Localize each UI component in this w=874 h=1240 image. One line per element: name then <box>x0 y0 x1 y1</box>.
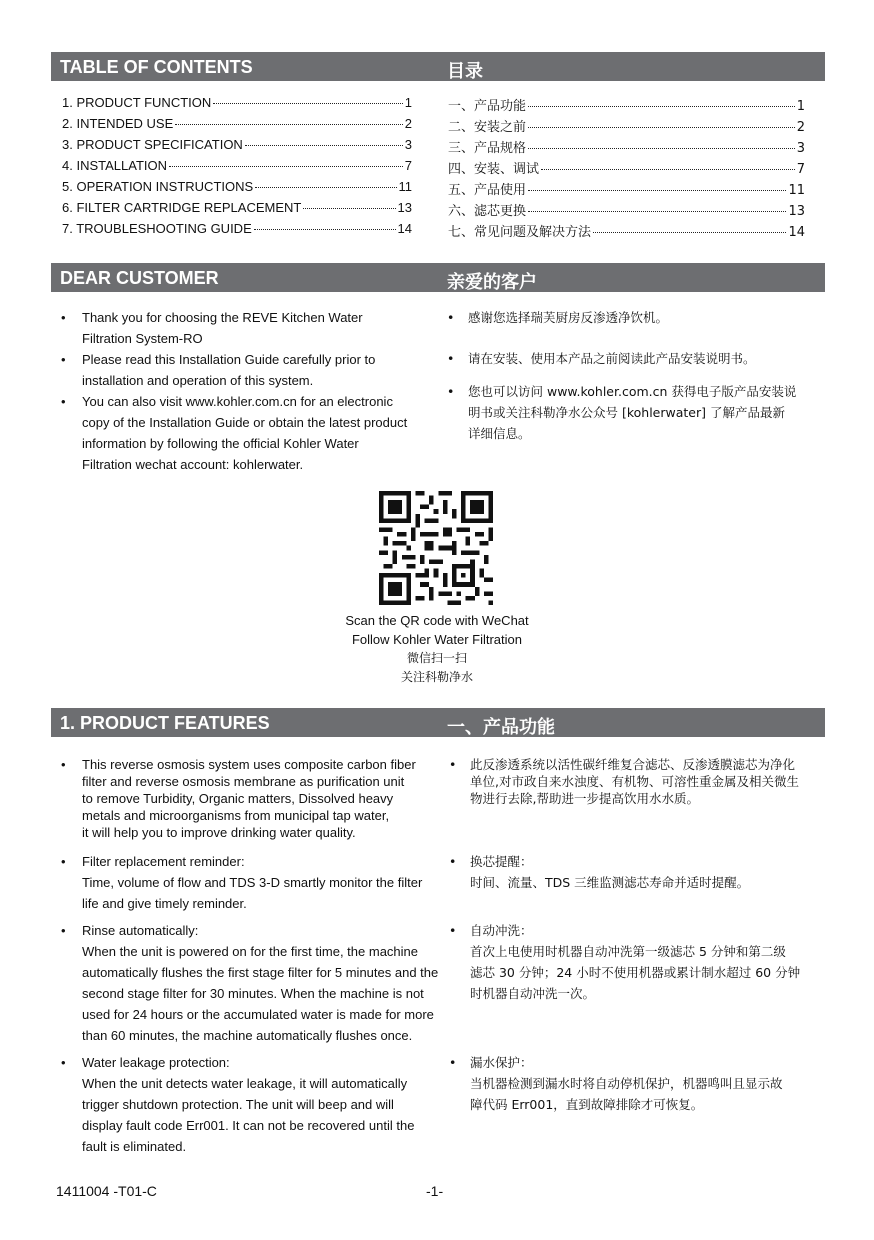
toc-entry[interactable]: 六、滤芯更换 13 <box>448 204 805 219</box>
list-item: • 自动冲洗： 首次上电使用时机器自动冲洗第一级滤芯 5 分钟和第二级 滤芯 30 分钟；24 小时不使用机器或累计制水超过 60 分钟 时机器自动冲洗一次。 <box>449 920 825 1004</box>
toc-title-cn: 目录 <box>447 61 483 82</box>
qr-caption: Scan the QR code with WeChat Follow Kohler Water Filtration 微信扫一扫 关注科勒净水 <box>345 613 529 684</box>
features-list-en <box>61 756 453 1157</box>
toc-entry[interactable]: 3. PRODUCT SPECIFICATION 3 <box>62 137 412 152</box>
page-number: -1- <box>426 1183 444 1199</box>
toc-entry[interactable]: 七、常见问题及解决方法 14 <box>448 225 805 240</box>
features-title-cn: 一、产品功能 <box>447 717 555 738</box>
toc-header-bar <box>51 52 825 81</box>
list-item: • 感谢您选择瑞芙厨房反渗透净饮机。 <box>447 307 825 328</box>
list-item: • You can also visit www.kohler.com.cn for an electronic copy of the Installation Guide or obtain the latest product information by following the official Kohler Water Filtration wechat account: kohlerwater. <box>61 391 441 475</box>
list-item: • 此反渗透系统以活性碳纤维复合滤芯、反渗透膜滤芯为净化 单位,对市政自来水浊度、有机物、可溶性重金属及相关微生 物进行去除,帮助进一步提高饮用水水质。 <box>449 756 825 807</box>
toc-entry[interactable]: 一、产品功能 1 <box>448 99 805 114</box>
customer-header-bar <box>51 263 825 292</box>
list-item: • This reverse osmosis system uses composite carbon fiber filter and reverse osmosis membrane as purification unit to remove Turbidity, Organic matters, Dissolved heavy metals and microorganisms from municipal tap water, it will help you to improve drinking water quality. <box>61 756 453 841</box>
list-item: • Please read this Installation Guide carefully prior to installation and operation of this system. <box>61 349 441 391</box>
toc-entry[interactable]: 4. INSTALLATION 7 <box>62 158 412 173</box>
list-item: • Water leakage protection: When the unit detects water leakage, it will automatically trigger shutdown protection. The unit will beep and will display fault code Err001. It can not be recovered until the fault is eliminated. <box>61 1052 453 1157</box>
toc-entry[interactable]: 五、产品使用 11 <box>448 183 805 198</box>
toc-entry[interactable]: 1. PRODUCT FUNCTION 1 <box>62 95 412 110</box>
toc-entry[interactable]: 6. FILTER CARTRIDGE REPLACEMENT 13 <box>62 200 412 215</box>
toc-entry[interactable]: 三、产品规格 3 <box>448 141 805 156</box>
toc-title-en: TABLE OF CONTENTS <box>60 57 253 77</box>
toc-entry[interactable]: 2. INTENDED USE 2 <box>62 116 412 131</box>
customer-title-cn: 亲爱的客户 <box>447 272 537 293</box>
features-header-bar <box>51 708 825 737</box>
list-item: • Rinse automatically: When the unit is powered on for the first time, the machine automatically flushes the first stage filter for 5 minutes and the second stage filter for 30 minutes. When the machine is not used for 24 hours or the accumulated water is made for more than 60 minutes, the machine automatically flushes once. <box>61 920 453 1046</box>
toc-entry[interactable]: 7. TROUBLESHOOTING GUIDE 14 <box>62 221 412 236</box>
toc-list-cn <box>448 95 805 242</box>
list-item: • 换芯提醒： 时间、流量、TDS 三维监测滤芯寿命并适时提醒。 <box>449 851 825 893</box>
wechat-qr-code <box>379 491 493 605</box>
customer-title-en: DEAR CUSTOMER <box>60 268 219 288</box>
list-item: • 您也可以访问 www.kohler.com.cn 获得电子版产品安装说 明书或关注科勒净水公众号 [kohlerwater] 了解产品最新 详细信息。 <box>447 381 825 444</box>
features-list-cn <box>449 756 825 1115</box>
document-code: 1411004 -T01-C <box>56 1183 157 1199</box>
customer-list-cn <box>447 307 825 444</box>
list-item: • 漏水保护： 当机器检测到漏水时将自动停机保护，机器鸣叫且显示故 障代码 Err001，直到故障排除才可恢复。 <box>449 1052 825 1115</box>
toc-entry[interactable]: 5. OPERATION INSTRUCTIONS 11 <box>62 179 412 194</box>
toc-entry[interactable]: 二、安装之前 2 <box>448 120 805 135</box>
list-item: • Filter replacement reminder: Time, volume of flow and TDS 3-D smartly monitor the filter life and give timely reminder. <box>61 851 453 914</box>
customer-list-en <box>61 307 441 475</box>
toc-list-en <box>62 95 412 242</box>
list-item: • 请在安装、使用本产品之前阅读此产品安装说明书。 <box>447 348 825 369</box>
list-item: • Thank you for choosing the REVE Kitchen Water Filtration System-RO <box>61 307 441 349</box>
features-title-en: 1. PRODUCT FEATURES <box>60 713 270 733</box>
toc-entry[interactable]: 四、安装、调试 7 <box>448 162 805 177</box>
